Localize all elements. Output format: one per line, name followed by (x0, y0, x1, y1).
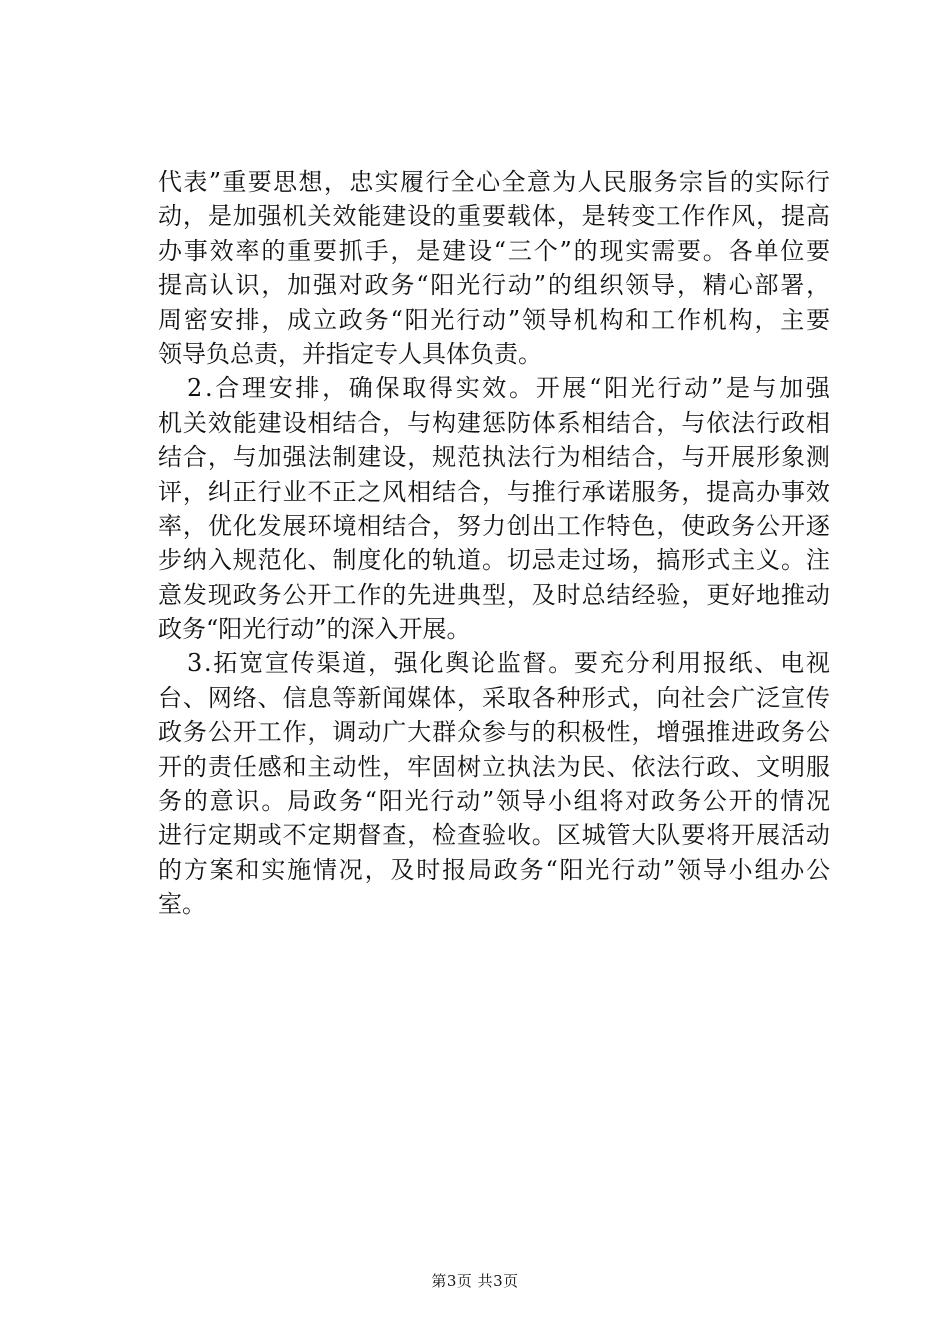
text-line: 室。 (158, 890, 206, 919)
text-line: 结合，与加强法制建设，规范执法行为相结合，与开展形象测 (158, 443, 831, 472)
text-line: 进行定期或不定期督查，检查验收。区城管大队要将开展活动 (158, 821, 831, 850)
text-line: 代表”重要思想，忠实履行全心全意为人民服务宗旨的实际行 (158, 168, 832, 196)
text-line: 周密安排，成立政务“阳光行动”领导机构和工作机构，主要 (158, 305, 832, 334)
text-line: 意发现政务公开工作的先进典型，及时总结经验，更好地推动 (158, 580, 831, 609)
text-line: 政务公开工作，调动广大群众参与的积极性，增强推进政务公 (158, 718, 831, 747)
text-line: 台、网络、信息等新闻媒体，采取各种形式，向社会广泛宣传 (158, 683, 831, 712)
text-line: 动，是加强机关效能建设的重要载体，是转变工作作风，提高 (158, 202, 831, 231)
text-line: 开的责任感和主动性，牢固树立执法为民、依法行政、文明服 (158, 752, 831, 781)
text-line: 率，优化发展环境相结合，努力创出工作特色，使政务公开逐 (158, 511, 831, 540)
text-line: 办事效率的重要抓手，是建设“三个”的现实需要。各单位要 (158, 236, 832, 265)
text-line: 2.合理安排，确保取得实效。开展“阳光行动”是与加强 (187, 374, 833, 403)
text-line: 步纳入规范化、制度化的轨道。切忌走过场，搞形式主义。注 (158, 546, 831, 575)
text-line: 3.拓宽宣传渠道，强化舆论监督。要充分利用报纸、电视 (187, 649, 832, 678)
text-line: 机关效能建设相结合，与构建惩防体系相结合，与依法行政相 (158, 408, 831, 437)
text-line: 政务“阳光行动”的深入开展。 (158, 615, 471, 644)
text-line: 领导负总责，并指定专人具体负责。 (158, 339, 542, 368)
document-body (158, 165, 833, 922)
text-line: 评，纠正行业不正之风相结合，与推行承诺服务，提高办事效 (158, 477, 831, 506)
text-line: 务的意识。局政务“阳光行动”领导小组将对政务公开的情况 (158, 787, 832, 816)
text-line: 提高认识，加强对政务“阳光行动”的组织领导，精心部署， (158, 271, 832, 300)
page-footer: 第3页 共3页 (431, 1272, 519, 1290)
text-line: 的方案和实施情况，及时报局政务“阳光行动”领导小组办公 (158, 855, 832, 884)
